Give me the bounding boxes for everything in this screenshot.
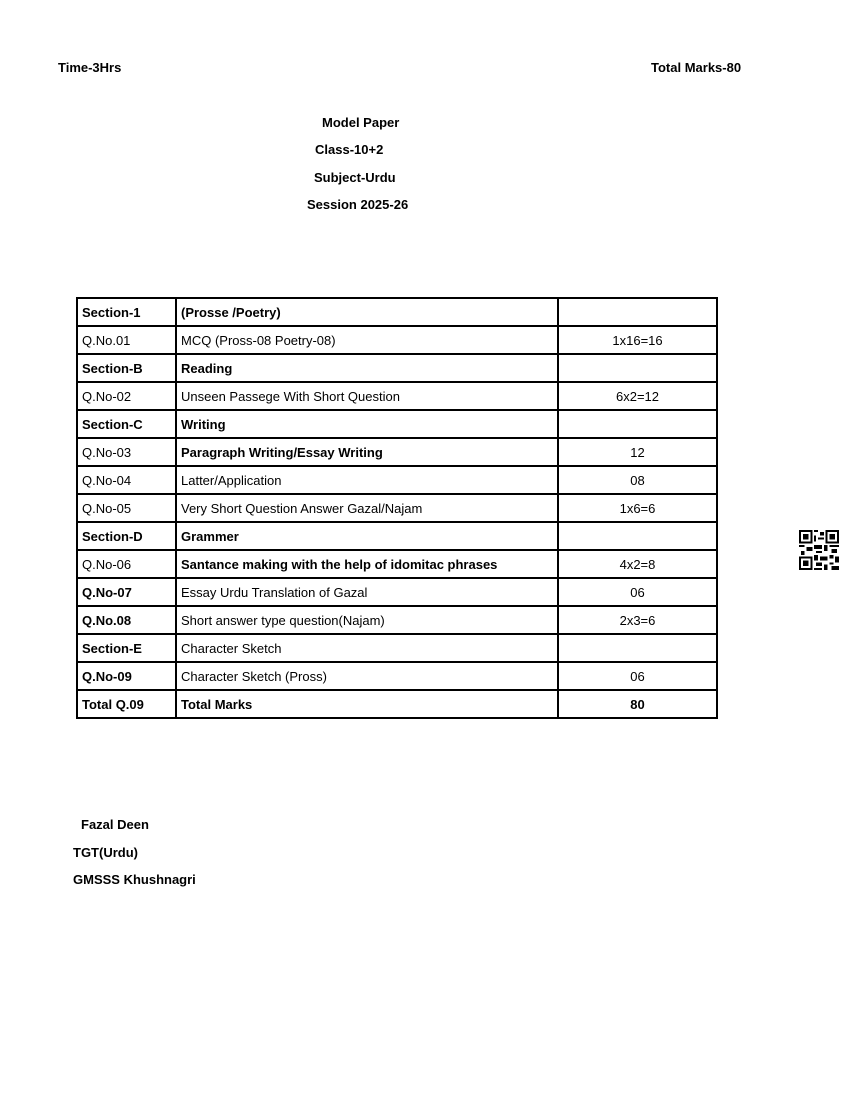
question-number-cell: Section-E bbox=[77, 634, 176, 662]
marks-cell: 12 bbox=[558, 438, 717, 466]
table-row bbox=[77, 606, 717, 634]
table-row bbox=[77, 298, 717, 326]
description-cell: (Prosse /Poetry) bbox=[176, 298, 558, 326]
marks-cell bbox=[558, 298, 717, 326]
teacher-designation: TGT(Urdu) bbox=[73, 845, 138, 860]
table-row bbox=[77, 382, 717, 410]
marks-table bbox=[76, 297, 718, 719]
question-number-cell: Section-1 bbox=[77, 298, 176, 326]
school-name: GMSSS Khushnagri bbox=[73, 872, 196, 887]
teacher-name: Fazal Deen bbox=[81, 817, 149, 832]
class-label: Class-10+2 bbox=[315, 142, 384, 157]
marks-cell: 2x3=6 bbox=[558, 606, 717, 634]
question-number-cell: Section-C bbox=[77, 410, 176, 438]
description-cell: Character Sketch bbox=[176, 634, 558, 662]
question-number-cell: Q.No-06 bbox=[77, 550, 176, 578]
marks-cell bbox=[558, 634, 717, 662]
marks-cell bbox=[558, 410, 717, 438]
total-marks: Total Marks-80 bbox=[651, 60, 742, 75]
description-cell: Grammer bbox=[176, 522, 558, 550]
question-number-cell: Q.No.01 bbox=[77, 326, 176, 354]
marks-cell: 80 bbox=[558, 690, 717, 718]
qr-code-icon bbox=[799, 530, 839, 570]
description-cell: Short answer type question(Najam) bbox=[176, 606, 558, 634]
description-cell: Character Sketch (Pross) bbox=[176, 662, 558, 690]
table-row bbox=[77, 522, 717, 550]
question-number-cell: Q.No-03 bbox=[77, 438, 176, 466]
marks-cell: 08 bbox=[558, 466, 717, 494]
table-row bbox=[77, 354, 717, 382]
question-number-cell: Q.No.08 bbox=[77, 606, 176, 634]
table-row bbox=[77, 578, 717, 606]
table-row bbox=[77, 662, 717, 690]
description-cell: Essay Urdu Translation of Gazal bbox=[176, 578, 558, 606]
marks-table-body bbox=[77, 298, 717, 718]
table-row bbox=[77, 466, 717, 494]
description-cell: Very Short Question Answer Gazal/Najam bbox=[176, 494, 558, 522]
paper-title: Model Paper bbox=[322, 115, 400, 130]
question-number-cell: Section-B bbox=[77, 354, 176, 382]
time-allowed: Time-3Hrs bbox=[58, 60, 122, 75]
description-cell: MCQ (Pross-08 Poetry-08) bbox=[176, 326, 558, 354]
table-row bbox=[77, 438, 717, 466]
marks-cell: 1x16=16 bbox=[558, 326, 717, 354]
marks-cell: 4x2=8 bbox=[558, 550, 717, 578]
table-row bbox=[77, 634, 717, 662]
description-cell: Reading bbox=[176, 354, 558, 382]
description-cell: Unseen Passege With Short Question bbox=[176, 382, 558, 410]
session-label: Session 2025-26 bbox=[307, 197, 409, 212]
description-cell: Total Marks bbox=[176, 690, 558, 718]
marks-cell: 06 bbox=[558, 578, 717, 606]
table-row bbox=[77, 550, 717, 578]
marks-cell: 6x2=12 bbox=[558, 382, 717, 410]
question-number-cell: Section-D bbox=[77, 522, 176, 550]
marks-cell: 1x6=6 bbox=[558, 494, 717, 522]
description-cell: Latter/Application bbox=[176, 466, 558, 494]
description-cell: Paragraph Writing/Essay Writing bbox=[176, 438, 558, 466]
question-number-cell: Q.No-07 bbox=[77, 578, 176, 606]
description-cell: Writing bbox=[176, 410, 558, 438]
table-row bbox=[77, 494, 717, 522]
marks-cell bbox=[558, 522, 717, 550]
marks-cell: 06 bbox=[558, 662, 717, 690]
subject-label: Subject-Urdu bbox=[314, 170, 396, 185]
table-row bbox=[77, 326, 717, 354]
question-number-cell: Q.No-04 bbox=[77, 466, 176, 494]
marks-cell bbox=[558, 354, 717, 382]
question-number-cell: Q.No-05 bbox=[77, 494, 176, 522]
question-number-cell: Q.No-09 bbox=[77, 662, 176, 690]
description-cell: Santance making with the help of idomitac phrases bbox=[176, 550, 558, 578]
question-number-cell: Total Q.09 bbox=[77, 690, 176, 718]
table-row bbox=[77, 410, 717, 438]
question-number-cell: Q.No-02 bbox=[77, 382, 176, 410]
table-row bbox=[77, 690, 717, 718]
